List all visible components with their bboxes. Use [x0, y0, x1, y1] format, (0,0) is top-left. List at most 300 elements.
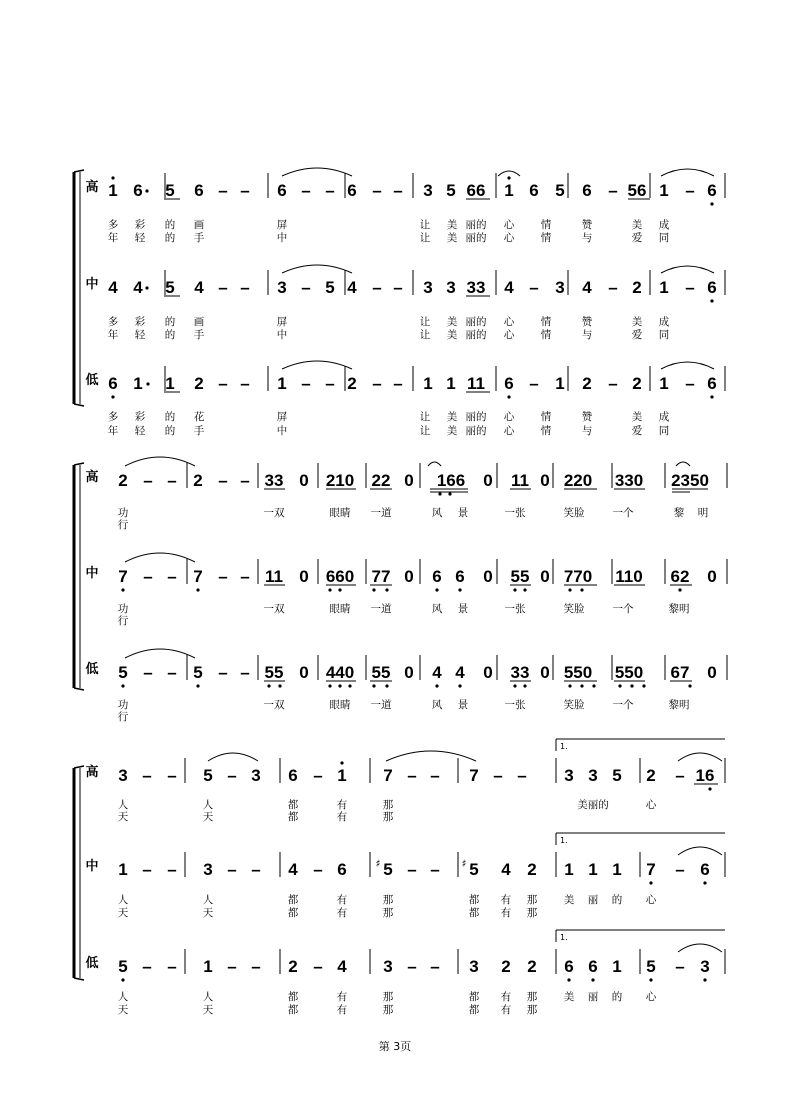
low-octave-dot	[111, 395, 114, 398]
note: 5	[165, 278, 175, 297]
note: 7	[383, 766, 393, 785]
dash-note: –	[143, 471, 153, 490]
lyric-verse1: 功	[117, 507, 129, 519]
lyric-verse1: 情	[540, 411, 552, 423]
note: 5	[469, 860, 479, 879]
tie-slur	[125, 553, 195, 562]
dash-note: –	[167, 860, 177, 879]
lyric-verse1: 美丽的	[577, 799, 609, 811]
lyric-verse1: 那	[382, 799, 394, 811]
note: 6	[277, 181, 287, 200]
lyric-verse1: 心	[503, 219, 515, 231]
lyric-verse1: 景	[457, 507, 469, 519]
part-label-high: 高	[85, 180, 99, 195]
note: 55	[510, 567, 530, 586]
note: 56	[627, 181, 647, 200]
lyric-verse2: 丽的	[465, 232, 487, 244]
part-label-mid: 中	[85, 566, 99, 581]
note: 220	[563, 471, 593, 490]
note: 4	[288, 860, 298, 879]
note: 770	[563, 567, 593, 586]
low-octave-dot	[278, 684, 281, 687]
bracket-bottom	[74, 978, 84, 980]
dash-note: –	[143, 663, 153, 682]
part-label-mid: 中	[85, 859, 99, 874]
low-octave-dot	[710, 299, 713, 302]
note: 5	[118, 663, 128, 682]
note: 66	[466, 181, 486, 200]
dash-note: –	[608, 374, 618, 393]
lyric-verse1: 美	[446, 411, 458, 423]
dash-note: –	[529, 278, 539, 297]
volta-label: 1.	[560, 933, 568, 942]
augmentation-dot	[145, 189, 148, 192]
note: 62	[670, 567, 690, 586]
lyric-verse1: 成	[658, 219, 670, 231]
lyric-verse1: 一道	[370, 603, 392, 615]
note: 6	[108, 374, 118, 393]
note: 2	[118, 471, 128, 490]
lyric-verse2: 爱	[631, 232, 643, 244]
lyric-verse1: 心	[645, 799, 657, 811]
low-octave-dot	[507, 395, 510, 398]
lyric-verse1: 都	[287, 991, 299, 1003]
note: 4	[582, 278, 592, 297]
dash-note: –	[301, 374, 311, 393]
note: 1	[612, 957, 622, 976]
lyric-verse2: 都	[287, 1004, 299, 1016]
note: 0	[299, 471, 309, 490]
lyric-verse2: 手	[193, 232, 205, 244]
low-octave-dot	[523, 588, 526, 591]
tie-slur	[282, 265, 352, 273]
low-octave-dot	[580, 588, 583, 591]
high-octave-dot	[111, 176, 114, 179]
low-octave-dot	[385, 588, 388, 591]
low-octave-dot	[649, 978, 652, 981]
note: 5	[646, 957, 656, 976]
lyric-verse1: 一双	[263, 699, 285, 711]
lyric-verse2: 同	[658, 425, 670, 437]
lyric-verse2: 那	[382, 907, 394, 919]
lyric-verse1: 功	[117, 603, 129, 615]
low-octave-dot	[328, 684, 331, 687]
lyric-verse2: 让	[419, 329, 431, 341]
low-octave-dot	[568, 684, 571, 687]
lyric-verse1: 风	[431, 507, 443, 519]
dash-note: –	[313, 957, 323, 976]
lyric-verse1: 画	[193, 316, 205, 328]
augmentation-dot	[145, 286, 148, 289]
low-octave-dot	[703, 978, 706, 981]
lyric-verse1: 人	[202, 799, 214, 811]
note: 7	[646, 860, 656, 879]
note: 1	[337, 766, 347, 785]
low-octave-dot	[372, 684, 375, 687]
lyric-verse1: 眼睛	[329, 603, 351, 615]
lyric-verse2: 手	[193, 425, 205, 437]
low-octave-dot	[328, 588, 331, 591]
dash-note: –	[313, 860, 323, 879]
note: 6	[133, 181, 143, 200]
note: 4	[108, 278, 118, 297]
lyric-verse1: 黎	[673, 507, 685, 519]
note: 5	[612, 766, 622, 785]
dash-note: –	[430, 957, 440, 976]
note: 1	[659, 181, 669, 200]
lyric-verse1: 一张	[504, 699, 526, 711]
lyric-verse1: 心	[503, 411, 515, 423]
lyric-verse1: 心	[503, 316, 515, 328]
lyric-verse1: 笑脸	[563, 507, 585, 519]
lyric-verse2: 行	[117, 615, 129, 627]
lyric-verse1: 一张	[504, 507, 526, 519]
lyric-verse1: 那	[526, 991, 538, 1003]
note: 330	[614, 471, 644, 490]
low-octave-dot	[348, 684, 351, 687]
part-label-high: 高	[85, 470, 99, 485]
note: 3	[383, 957, 393, 976]
note: 2	[194, 374, 204, 393]
lyric-verse1: 笑脸	[563, 603, 585, 615]
lyric-verse1: 美	[631, 316, 643, 328]
note: 3	[423, 278, 433, 297]
note: 3	[700, 957, 710, 976]
note: 2	[582, 374, 592, 393]
part-label-mid: 中	[85, 277, 99, 292]
note: 1	[659, 278, 669, 297]
lyric-verse1: 赞	[581, 219, 593, 231]
note: 1	[588, 860, 598, 879]
lyric-verse1: 那	[526, 894, 538, 906]
note: 6	[194, 181, 204, 200]
tie-slur	[678, 944, 722, 952]
note: 2	[193, 471, 203, 490]
lyric-verse1: 彩	[134, 219, 146, 231]
lyric-verse1: 都	[468, 991, 480, 1003]
dash-note: –	[218, 663, 228, 682]
note: 4	[194, 278, 204, 297]
lyric-verse1: 有	[336, 991, 348, 1003]
page-number: 第 3页	[378, 1040, 412, 1053]
lyric-verse1: 让	[419, 316, 431, 328]
note: 2	[632, 278, 642, 297]
lyric-verse1: 的	[164, 219, 176, 231]
dash-note: –	[608, 278, 618, 297]
dash-note: –	[218, 278, 228, 297]
note: 440	[325, 663, 355, 682]
lyric-verse1: 一道	[370, 507, 392, 519]
note: 0	[483, 567, 493, 586]
note: 6	[588, 957, 598, 976]
lyric-verse2: 的	[164, 232, 176, 244]
dash-note: –	[251, 860, 261, 879]
dash-note: –	[167, 663, 177, 682]
low-octave-dot	[438, 492, 441, 495]
lyric-verse2: 天	[202, 907, 214, 919]
note: 55	[371, 663, 391, 682]
lyric-verse1: 美	[446, 316, 458, 328]
note: 1	[659, 374, 669, 393]
note: 16	[695, 766, 715, 785]
note: 2	[347, 374, 357, 393]
note: 2	[501, 957, 511, 976]
note: 6	[455, 567, 465, 586]
sharp-sign: ♯	[375, 858, 381, 870]
note: 1	[133, 374, 143, 393]
volta-label: 1.	[560, 742, 568, 751]
note: 0	[483, 663, 493, 682]
dash-note: –	[529, 374, 539, 393]
lyric-verse1: 有	[500, 991, 512, 1003]
lyric-verse1: 风	[431, 699, 443, 711]
note: 7	[469, 766, 479, 785]
lyric-verse2: 有	[500, 907, 512, 919]
low-octave-dot	[513, 684, 516, 687]
bracket-bottom	[74, 688, 84, 690]
lyric-verse1: 心	[645, 894, 657, 906]
low-octave-dot	[448, 492, 451, 495]
low-octave-dot	[435, 588, 438, 591]
dash-note: –	[372, 374, 382, 393]
tie-slur	[676, 462, 690, 466]
dash-note: –	[240, 278, 250, 297]
dash-note: –	[240, 374, 250, 393]
low-octave-dot	[196, 684, 199, 687]
lyric-verse2: 心	[503, 232, 515, 244]
lyric-verse1: 人	[202, 991, 214, 1003]
lyric-verse2: 中	[276, 232, 288, 244]
dash-note: –	[167, 766, 177, 785]
note: 0	[404, 471, 414, 490]
lyric-verse2: 都	[287, 907, 299, 919]
dash-note: –	[325, 374, 335, 393]
low-octave-dot	[372, 588, 375, 591]
note: 0	[299, 567, 309, 586]
low-octave-dot	[630, 684, 633, 687]
note: 11	[467, 374, 485, 393]
dash-note: –	[142, 766, 152, 785]
note: 1	[203, 957, 213, 976]
lyric-verse2: 都	[287, 811, 299, 823]
lyric-verse2: 那	[382, 811, 394, 823]
lyric-verse2: 爱	[631, 329, 643, 341]
part-label-high: 高	[85, 765, 99, 780]
dash-note: –	[675, 766, 685, 785]
lyric-verse2: 美	[446, 232, 458, 244]
note: 0	[707, 567, 717, 586]
note: 0	[483, 471, 493, 490]
dash-note: –	[167, 957, 177, 976]
lyric-verse2: 与	[581, 232, 593, 244]
note: 3	[118, 766, 128, 785]
dash-note: –	[393, 278, 403, 297]
dash-note: –	[430, 860, 440, 879]
note: 1	[118, 860, 128, 879]
lyric-verse2: 让	[419, 425, 431, 437]
lyric-verse2: 情	[540, 425, 552, 437]
dash-note: –	[675, 957, 685, 976]
tie-slur	[386, 751, 476, 761]
note: 3	[564, 766, 574, 785]
dash-note: –	[430, 766, 440, 785]
lyric-verse1: 多	[107, 411, 119, 423]
lyric-verse1: 多	[107, 316, 119, 328]
dash-note: –	[218, 471, 228, 490]
dash-note: –	[218, 567, 228, 586]
lyric-verse2: 那	[382, 1004, 394, 1016]
low-octave-dot	[267, 684, 270, 687]
augmentation-dot	[146, 382, 149, 385]
tie-slur	[282, 361, 352, 369]
low-octave-dot	[580, 684, 583, 687]
dash-note: –	[675, 860, 685, 879]
note: 3	[446, 278, 456, 297]
lyric-verse2: 那	[526, 907, 538, 919]
dash-note: –	[407, 957, 417, 976]
low-octave-dot	[196, 588, 199, 591]
note: 0	[540, 567, 550, 586]
lyric-verse2: 那	[526, 1004, 538, 1016]
lyric-verse1: 赞	[581, 411, 593, 423]
lyric-verse1: 一个	[612, 699, 634, 711]
lyric-verse2: 天	[117, 907, 129, 919]
note: 3	[251, 766, 261, 785]
high-octave-dot	[507, 176, 510, 179]
lyric-verse1: 美	[631, 411, 643, 423]
low-octave-dot	[523, 684, 526, 687]
tie-slur	[661, 169, 714, 176]
note: 0	[404, 567, 414, 586]
low-octave-dot	[703, 881, 706, 884]
lyric-verse1: 让	[419, 411, 431, 423]
lyric-verse2: 都	[468, 1004, 480, 1016]
note: 5	[555, 181, 565, 200]
lyric-verse1: 景	[457, 603, 469, 615]
tie-slur	[661, 362, 714, 369]
low-octave-dot	[567, 978, 570, 981]
lyric-verse1: 成	[658, 316, 670, 328]
low-octave-dot	[385, 684, 388, 687]
dash-note: –	[372, 181, 382, 200]
note: 6	[504, 374, 514, 393]
note: 1	[423, 374, 433, 393]
dash-note: –	[218, 374, 228, 393]
lyric-verse1: 心	[645, 991, 657, 1003]
lyric-verse1: 丽	[587, 991, 599, 1003]
note: 22	[371, 471, 391, 490]
note: 2	[527, 957, 537, 976]
dash-note: –	[240, 181, 250, 200]
lyric-verse1: 眼睛	[329, 699, 351, 711]
lyric-verse2: 手	[193, 329, 205, 341]
note: 4	[432, 663, 442, 682]
note: 166	[436, 471, 466, 490]
lyric-verse1: 情	[540, 316, 552, 328]
lyric-verse2: 中	[276, 425, 288, 437]
lyric-verse2: 的	[164, 425, 176, 437]
note: 0	[299, 663, 309, 682]
lyric-verse2: 有	[336, 1004, 348, 1016]
low-octave-dot	[513, 588, 516, 591]
dash-note: –	[372, 278, 382, 297]
dash-note: –	[167, 471, 177, 490]
low-octave-dot	[458, 588, 461, 591]
dash-note: –	[407, 860, 417, 879]
bracket-top	[74, 170, 84, 172]
lyric-verse2: 天	[202, 811, 214, 823]
tie-slur	[125, 649, 195, 658]
dash-note: –	[240, 471, 250, 490]
lyric-verse2: 有	[336, 811, 348, 823]
lyric-verse1: 都	[287, 799, 299, 811]
lyric-verse1: 都	[287, 894, 299, 906]
lyric-verse1: 功	[117, 699, 129, 711]
note: 55	[264, 663, 284, 682]
note: 5	[325, 278, 335, 297]
lyric-verse1: 赞	[581, 316, 593, 328]
low-octave-dot	[688, 684, 691, 687]
bracket-top	[74, 463, 84, 465]
note: 33	[510, 663, 530, 682]
lyric-verse2: 与	[581, 329, 593, 341]
note: 1	[277, 374, 287, 393]
lyric-verse1: 一道	[370, 699, 392, 711]
lyric-verse2: 美	[446, 329, 458, 341]
lyric-verse2: 爱	[631, 425, 643, 437]
tie-slur	[678, 753, 722, 761]
note: 6	[707, 374, 717, 393]
low-octave-dot	[435, 684, 438, 687]
lyric-verse2: 丽的	[465, 425, 487, 437]
dash-note: –	[227, 860, 237, 879]
dash-note: –	[143, 567, 153, 586]
lyric-verse1: 风	[431, 603, 443, 615]
note: 0	[707, 663, 717, 682]
lyric-verse2: 年	[107, 329, 119, 341]
dash-note: –	[685, 374, 695, 393]
lyric-verse2: 天	[117, 1004, 129, 1016]
note: 5	[193, 663, 203, 682]
low-octave-dot	[592, 684, 595, 687]
note: 6	[337, 860, 347, 879]
lyric-verse2: 都	[468, 907, 480, 919]
low-octave-dot	[121, 978, 124, 981]
note: 5	[446, 181, 456, 200]
lyric-verse2: 情	[540, 232, 552, 244]
note: 2	[632, 374, 642, 393]
lyric-verse1: 彩	[134, 316, 146, 328]
lyric-verse1: 人	[117, 991, 129, 1003]
lyric-verse1: 一双	[263, 507, 285, 519]
lyric-verse1: 都	[468, 894, 480, 906]
note: 6	[288, 766, 298, 785]
note: 3	[588, 766, 598, 785]
tie-slur	[498, 171, 520, 176]
lyric-verse1: 花	[193, 411, 205, 423]
note: 6	[564, 957, 574, 976]
lyric-verse1: 丽	[587, 894, 599, 906]
note: 0	[540, 663, 550, 682]
note: 5	[383, 860, 393, 879]
dash-note: –	[685, 278, 695, 297]
lyric-verse1: 彩	[134, 411, 146, 423]
high-octave-dot	[340, 761, 343, 764]
lyric-verse1: 有	[336, 799, 348, 811]
lyric-verse1: 那	[382, 894, 394, 906]
dash-note: –	[608, 181, 618, 200]
lyric-verse1: 黎明	[668, 603, 690, 615]
